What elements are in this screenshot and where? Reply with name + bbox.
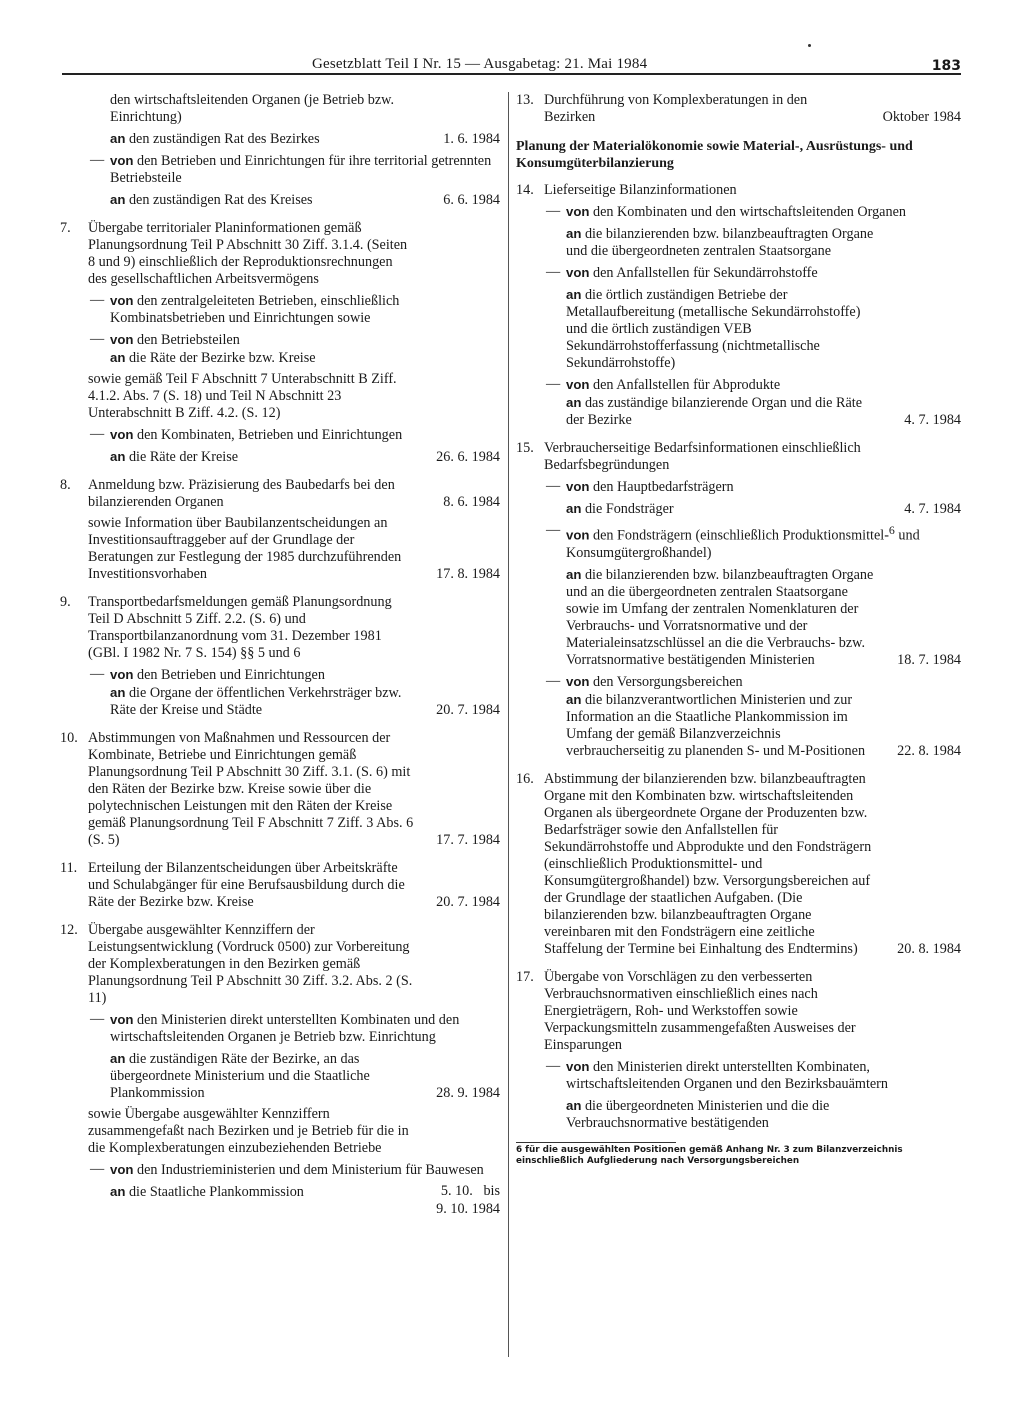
dash-bullet: — [90,331,105,347]
sender-item: — von den zentralgeleiteten Betrieben, einschließlich Kombinatsbetrieben und Einrichtungen sowie [90,292,400,326]
entry-number: 15. [516,440,534,456]
dash-bullet: — [90,152,105,168]
entry-number: 11. [60,860,78,876]
deadline-date: Oktober 1984 [882,109,961,125]
entry-text: Erteilung der Bilanzentscheidungen über Arbeitskräfte und Schulabgänger für eine Berufsausbildung durch die Räte der Bezirke bzw. Kreise 20. 7. 1984 [88,860,500,910]
page-number: 183 [931,58,961,74]
sender-item: — von den Ministerien direkt unterstellten Kombinaten und den wirtschaftsleitenden Organen je Betrieb bzw. Einrichtung [90,1011,460,1045]
dash-bullet: — [546,376,561,392]
footnote: 6 für die ausgewählten Positionen gemäß Anhang Nr. 3 zum Bilanzverzeichnis einschließlich Aufgliederung nach Versorgungsbereichen [516,1144,903,1166]
deadline-date: 28. 9. 1984 [436,1085,500,1101]
print-speck [808,44,811,47]
entry-8 [60,477,500,583]
header-rule [62,73,961,75]
deadline-date: 20. 7. 1984 [436,894,500,910]
sender-keyword: von [110,153,134,168]
deadline-date: 1. 6. 1984 [443,131,500,147]
entry-9 [60,594,500,719]
dash-bullet: — [546,264,561,280]
dash-bullet: — [90,666,105,682]
recipient-line [110,191,500,209]
entry-text: Transportbedarfsmeldungen gemäß Planungsordnung Teil D Abschnitt 5 Ziff. 2.2. (S. 6) und Transportbilanzanordnung vom 31. Dezember 1981 (GBl. I 1982 Nr. 7 S. 154) §§ 5 und 6 [88,594,392,661]
entry-text: Verbraucherseitige Bedarfsinformationen einschließlich Bedarfsbegründungen [544,440,861,473]
entry-text: Übergabe von Vorschlägen zu den verbesserten Verbrauchsnormativen einschließlich eines nach Energieträgern, Roh- und Werkstoffen sowie Verpackungsmitteln zusammengefaßten Ausweises der Einsparungen [544,968,856,1053]
recipient-line [110,1201,500,1218]
section-heading: Planung der Materialökonomie sowie Material-, Ausrüstungs- und Konsumgüterbilanzierung [516,139,913,171]
dash-bullet: — [546,672,561,689]
deadline-date: 20. 8. 1984 [897,940,961,957]
sender-text: den Betrieben und Einrichtungen für ihre territorial getrennten Betriebsteile [110,153,492,186]
entry-supplement: sowie gemäß Teil F Abschnitt 7 Unterabschnitt B Ziff. 4.1.2. Abs. 7 (S. 18) und Teil N Abschnitt 23 Unterabschnitt B Ziff. 4.2. (S. 12) [88,371,397,421]
dash-bullet: — [546,478,561,494]
entry-text: Übergabe ausgewählter Kennziffern der Leistungsentwicklung (Vordruck 0500) zur Vorbereitung der Komplexberatungen in den Bezirken gemäß Planungsordnung Teil P Abschnitt 30 Ziff. 3.2. Abs. 2 (S. 11) [88,922,413,1006]
entry-10 [60,730,500,849]
recipient-line: an die bilanzierenden bzw. bilanzbeauftragten Organe und an die übergeordneten zentralen Staatsorgane sowie im Umfang der zentralen Nomenklaturen der Verbrauchs- und Vorratsnormative und der Materialeinsatzschlüssel an die die Verbrauchs- bzw. Vorratsnormative bestätigenden Ministerien 18. 7. 1984 [566,566,961,668]
recipient-line: an die übergeordneten Ministerien und die die Verbrauchsnormative bestätigenden [566,1097,830,1131]
entry-13 [516,92,961,126]
deadline-date: 17. 8. 1984 [436,566,500,582]
sender-item: — von den Betrieben und Einrichtungen [90,666,325,683]
recipient-line [110,130,500,148]
recipient-line: an die Räte der Bezirke bzw. Kreise [110,350,316,366]
entry-12 [60,922,500,1218]
recipient-line: an die Staatliche Plankommission 5. 10. bis [110,1183,500,1200]
entry-text: Durchführung von Komplexberatungen in den Bezirken Oktober 1984 [544,92,961,125]
entry-11 [60,860,500,911]
left-column [60,92,500,1229]
deadline-date: 20. 7. 1984 [436,702,500,718]
recipient-line: an die Räte der Kreise 26. 6. 1984 [110,449,500,465]
recipient-line: an die örtlich zuständigen Betriebe der Metallaufbereitung (metallische Sekundärrohstoffe) und die örtlich zuständigen VEB Sekundärrohstofferfassung (nichtmetallische Sekundärrohstoffe) [566,287,861,371]
sender-item: — von den Industrieministerien und dem Ministerium für Bauwesen [90,1161,484,1178]
entry-continuation [60,92,500,209]
column-divider [508,92,509,1357]
entry-supplement: sowie Übergabe ausgewählter Kennziffern zusammengefaßt nach Bezirken und je Betrieb für die in die Komplexberatungen einzubeziehenden Betriebe [88,1106,409,1156]
recipient-text: den zuständigen Rat des Kreises [125,192,313,208]
entry-text: Lieferseitige Bilanzinformationen [544,182,737,198]
entry-text: den wirtschaftsleitenden Organen (je Betrieb bzw. Einrichtung) [110,92,395,125]
recipient-line: an die zuständigen Räte der Bezirke, an das übergeordnete Ministerium und die Staatliche Plankommission 28. 9. 1984 [110,1051,500,1101]
sender-item: — von den Kombinaten und den wirtschaftsleitenden Organen [546,203,906,220]
deadline-date: 6. 6. 1984 [443,192,500,208]
entry-number: 10. [60,730,78,746]
entry-text: Abstimmung der bilanzierenden bzw. bilanzbeauftragten Organe mit den Kombinaten bzw. wirtschaftsleitenden Organen als übergeordnete Organe der Produzenten bzw. Bedarfsträger sowie den Anfallstellen für Sekundärrohstoffe und Abprodukte und den Fondsträgern (einschließlich Produktionsmittel- und Konsumgütergroßhandel) bzw. Versorgungsbereichen auf der Grundlage der staatlichen Aufgaben. (Die bilanzierenden bzw. bilanzbeauftragten Organe vereinbaren mit den Fondsträgern eine zeitliche Staffelung der Termine bei Einhaltung des Endtermins) 20. 8. 1984 [544,770,961,957]
recipient-keyword: an [110,192,126,207]
entry-number: 8. [60,477,71,493]
deadline-date: 8. 6. 1984 [443,494,500,510]
entry-16 [516,771,961,958]
recipient-keyword: an [110,131,126,146]
dash-bullet: — [90,1011,105,1027]
dash-bullet: — [546,203,561,219]
deadline-date: 18. 7. 1984 [897,651,961,668]
deadline-date: 22. 8. 1984 [897,742,961,759]
header-title: Gesetzblatt Teil I Nr. 15 — Ausgabetag: 21. Mai 1984 [312,56,648,72]
dash-bullet: — [90,1161,105,1177]
entry-14 [516,182,961,429]
entry-number: 17. [516,968,534,985]
sender-item: — von den Kombinaten, Betrieben und Einrichtungen [90,426,403,443]
entry-text: Übergabe territorialer Planinformationen gemäß Planungsordnung Teil P Abschnitt 30 Ziff. 3.1.4. (Seiten 8 und 9) einschließlich der Reproduktionsrechnungen des gesellschaftlichen Arbeitsvermögens [88,220,408,287]
entry-text: Anmeldung bzw. Präzisierung des Baubedarfs bei den bilanzierenden Organen 8. 6. 1984 [88,477,500,510]
sender-item: — von den Anfallstellen für Sekundärrohstoffe [546,264,818,281]
dash-bullet: — [90,426,105,442]
sender-item [88,152,500,187]
dash-bullet: — [546,522,561,538]
entry-number: 12. [60,922,78,938]
entry-number: 16. [516,770,534,787]
entry-number: 7. [60,220,71,236]
sender-item: — von den Anfallstellen für Abprodukte [546,376,781,393]
deadline-date: 17. 7. 1984 [436,832,500,848]
deadline-date: 4. 7. 1984 [904,501,961,517]
deadline-date: 4. 7. 1984 [904,412,961,428]
footnote-marker: 6 [888,523,895,537]
deadline-date-range: 5. 10. bis [440,1183,500,1199]
right-column [516,92,961,1167]
sender-item: — von den Fondsträgern (einschließlich Produktionsmittel-$^6$ und Konsumgütergroßhandel) [546,522,920,561]
recipient-line: an die bilanzverantwortlichen Ministerien und zur Information an die Staatliche Plankommission im Umfang der gemäß Bilanzverzeichnis verbraucherseitig zu planenden S- und M-Positionen 22. 8. 1984 [566,691,961,759]
entry-text: Abstimmungen von Maßnahmen und Ressourcen der Kombinate, Betriebe und Einrichtungen gemäß Planungsordnung Teil P Abschnitt 30 Ziff. 3.1. (S. 6) mit den Räten der Bezirke bzw. Kreise sowie über die polytechnischen Leistungen mit den Räten der Kreise gemäß Planungsordnung Teil F Abschnitt 7 Ziff. 3 Abs. 6 (S. 5) 17. 7. 1984 [88,730,500,848]
footnote-rule [516,1142,676,1143]
entry-17 [516,969,961,1132]
dash-bullet: — [90,292,105,308]
recipient-line: an die Organe der öffentlichen Verkehrsträger bzw. Räte der Kreise und Städte 20. 7. 1984 [110,685,500,718]
sender-item: — von den Ministerien direkt unterstellten Kombinaten, wirtschaftsleitenden Organen und den Bezirksbauämtern [546,1057,889,1092]
sender-item: — von den Versorgungsbereichen [546,672,743,690]
entry-7 [60,220,500,466]
dash-bullet: — [546,1057,561,1074]
recipient-line: an das zuständige bilanzierende Organ und die Räte der Bezirke 4. 7. 1984 [566,395,961,428]
entry-number: 14. [516,182,534,198]
entry-supplement: sowie Information über Baubilanzentscheidungen an Investitionsauftraggeber auf der Grundlage der Beratungen zur Festlegung der 1985 durchzuführenden Investitionsvorhaben 17. 8. 1984 [88,515,500,582]
deadline-date: 9. 10. 1984 [436,1201,500,1217]
sender-item: — von den Hauptbedarfsträgern [546,478,734,495]
entry-15 [516,440,961,760]
recipient-line: an die bilanzierenden bzw. bilanzbeauftragten Organe und die übergeordneten zentralen Staatsorgane [566,226,874,259]
sender-item: — von den Betriebsteilen [90,331,240,348]
entry-number: 13. [516,92,534,108]
recipient-text: den zuständigen Rat des Bezirkes [125,131,320,147]
entry-number: 9. [60,594,71,610]
deadline-date: 26. 6. 1984 [436,449,500,465]
recipient-line: an die Fondsträger 4. 7. 1984 [566,501,961,517]
